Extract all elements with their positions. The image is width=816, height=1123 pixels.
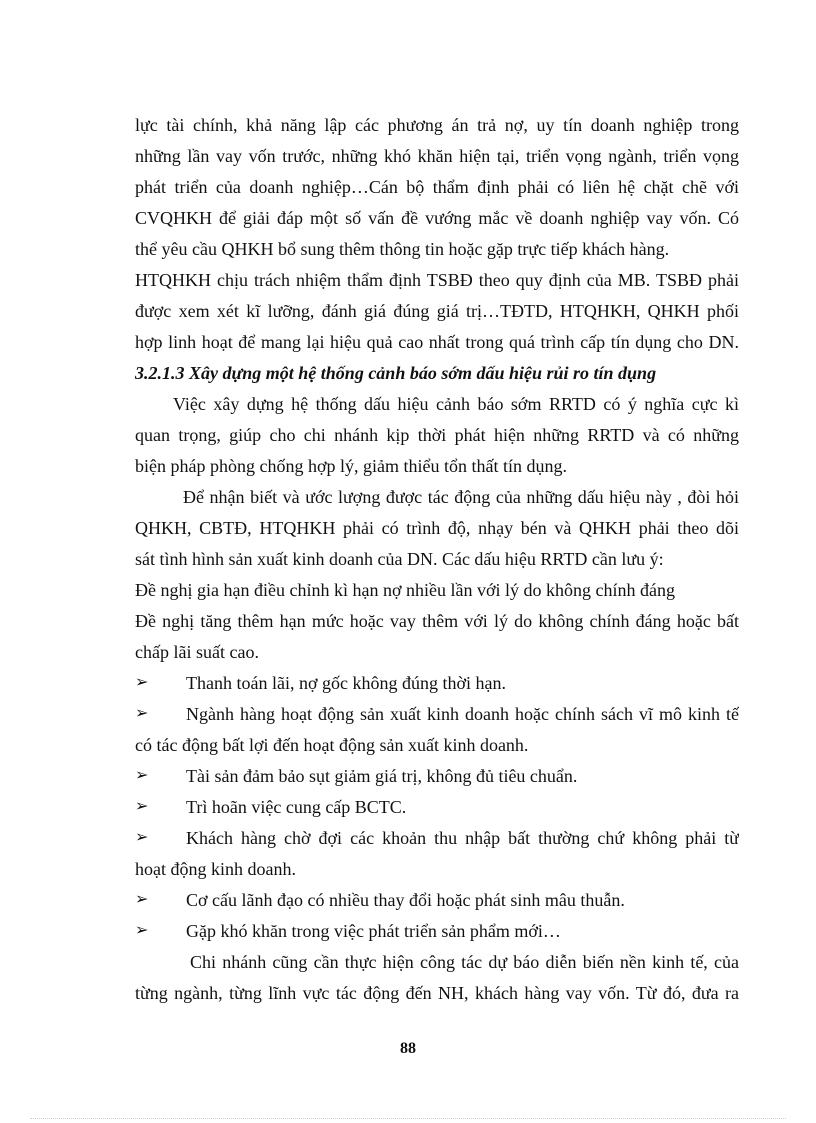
text-line: Chi nhánh cũng cần thực hiện công tác dự báo diễn biến nền kinh tế, của [190,952,739,972]
text-line: Đề nghị tăng thêm hạn mức hoặc vay thêm với lý do không chính đáng hoặc bất [135,611,739,631]
text-line: chấp lãi suất cao. [135,642,259,662]
text-line: Việc xây dựng hệ thống dấu hiệu cảnh báo sớm RRTD có ý nghĩa cực kì [173,394,739,414]
arrow-bullet-icon: ➢ [135,798,149,815]
text-line: quan trọng, giúp cho chi nhánh kịp thời phát hiện những RRTD và có những [135,425,739,445]
arrow-bullet-icon: ➢ [135,891,149,908]
text-line: từng ngành, từng lĩnh vực tác động đến NH, khách hàng vay vốn. Từ đó, đưa ra [135,983,739,1003]
text-line: hợp linh hoạt để mang lại hiệu quả cao nhất trong quá trình cấp tín dụng cho DN. [135,332,739,352]
text-line: biện pháp phòng chống hợp lý, giảm thiểu tổn thất tín dụng. [135,456,567,476]
arrow-bullet-icon: ➢ [135,829,149,846]
text-line: được xem xét kĩ lưỡng, đánh giá đúng giá trị…TĐTD, HTQHKH, QHKH phối [135,301,739,321]
text-line: CVQHKH để giải đáp một số vấn đề vướng mắc về doanh nghiệp vay vốn. Có [135,208,739,228]
text-line: phát triển của doanh nghiệp…Cán bộ thẩm định phải có liên hệ chặt chẽ với [135,177,739,197]
list-item: Trì hoãn việc cung cấp BCTC. [186,797,407,817]
arrow-bullet-icon: ➢ [135,922,149,939]
text-line: lực tài chính, khả năng lập các phương án trả nợ, uy tín doanh nghiệp trong [135,115,739,135]
text-line: Để nhận biết và ước lượng được tác động của những dấu hiệu này , đòi hỏi [183,487,739,507]
text-line: những lần vay vốn trước, những khó khăn hiện tại, triển vọng ngành, triển vọng [135,146,739,166]
text-line: Đề nghị gia hạn điều chỉnh kì hạn nợ nhiều lần với lý do không chính đáng [135,580,675,600]
list-item-continuation: có tác động bất lợi đến hoạt động sản xuất kinh doanh. [135,735,529,755]
list-item: Khách hàng chờ đợi các khoản thu nhập bất thường chứ không phải từ [186,828,739,848]
text-line: HTQHKH chịu trách nhiệm thẩm định TSBĐ theo quy định của MB. TSBĐ phải [135,270,739,290]
arrow-bullet-icon: ➢ [135,705,149,722]
list-item: Gặp khó khăn trong việc phát triển sản phẩm mới… [186,921,561,941]
list-item-continuation: hoạt động kinh doanh. [135,859,296,879]
text-line: sát tình hình sản xuất kinh doanh của DN. Các dấu hiệu RRTD cần lưu ý: [135,549,664,569]
text-line: thể yêu cầu QHKH bổ sung thêm thông tin hoặc gặp trực tiếp khách hàng. [135,239,670,259]
list-item: Ngành hàng hoạt động sản xuất kinh doanh hoặc chính sách vĩ mô kinh tế [186,704,739,724]
section-heading: 3.2.1.3 Xây dựng một hệ thống cảnh báo sớm dấu hiệu rủi ro tín dụng [135,363,657,383]
arrow-bullet-icon: ➢ [135,767,149,784]
page-number: 88 [400,1040,416,1057]
text-line: QHKH, CBTĐ, HTQHKH phải có trình độ, nhạy bén và QHKH phải theo dõi [135,518,739,538]
page-bottom-divider [30,1118,786,1119]
list-item: Thanh toán lãi, nợ gốc không đúng thời hạn. [186,673,506,693]
arrow-bullet-icon: ➢ [135,674,149,691]
list-item: Cơ cấu lãnh đạo có nhiều thay đổi hoặc phát sinh mâu thuẫn. [186,890,625,910]
list-item: Tài sản đảm bảo sụt giảm giá trị, không đủ tiêu chuẩn. [186,766,578,786]
